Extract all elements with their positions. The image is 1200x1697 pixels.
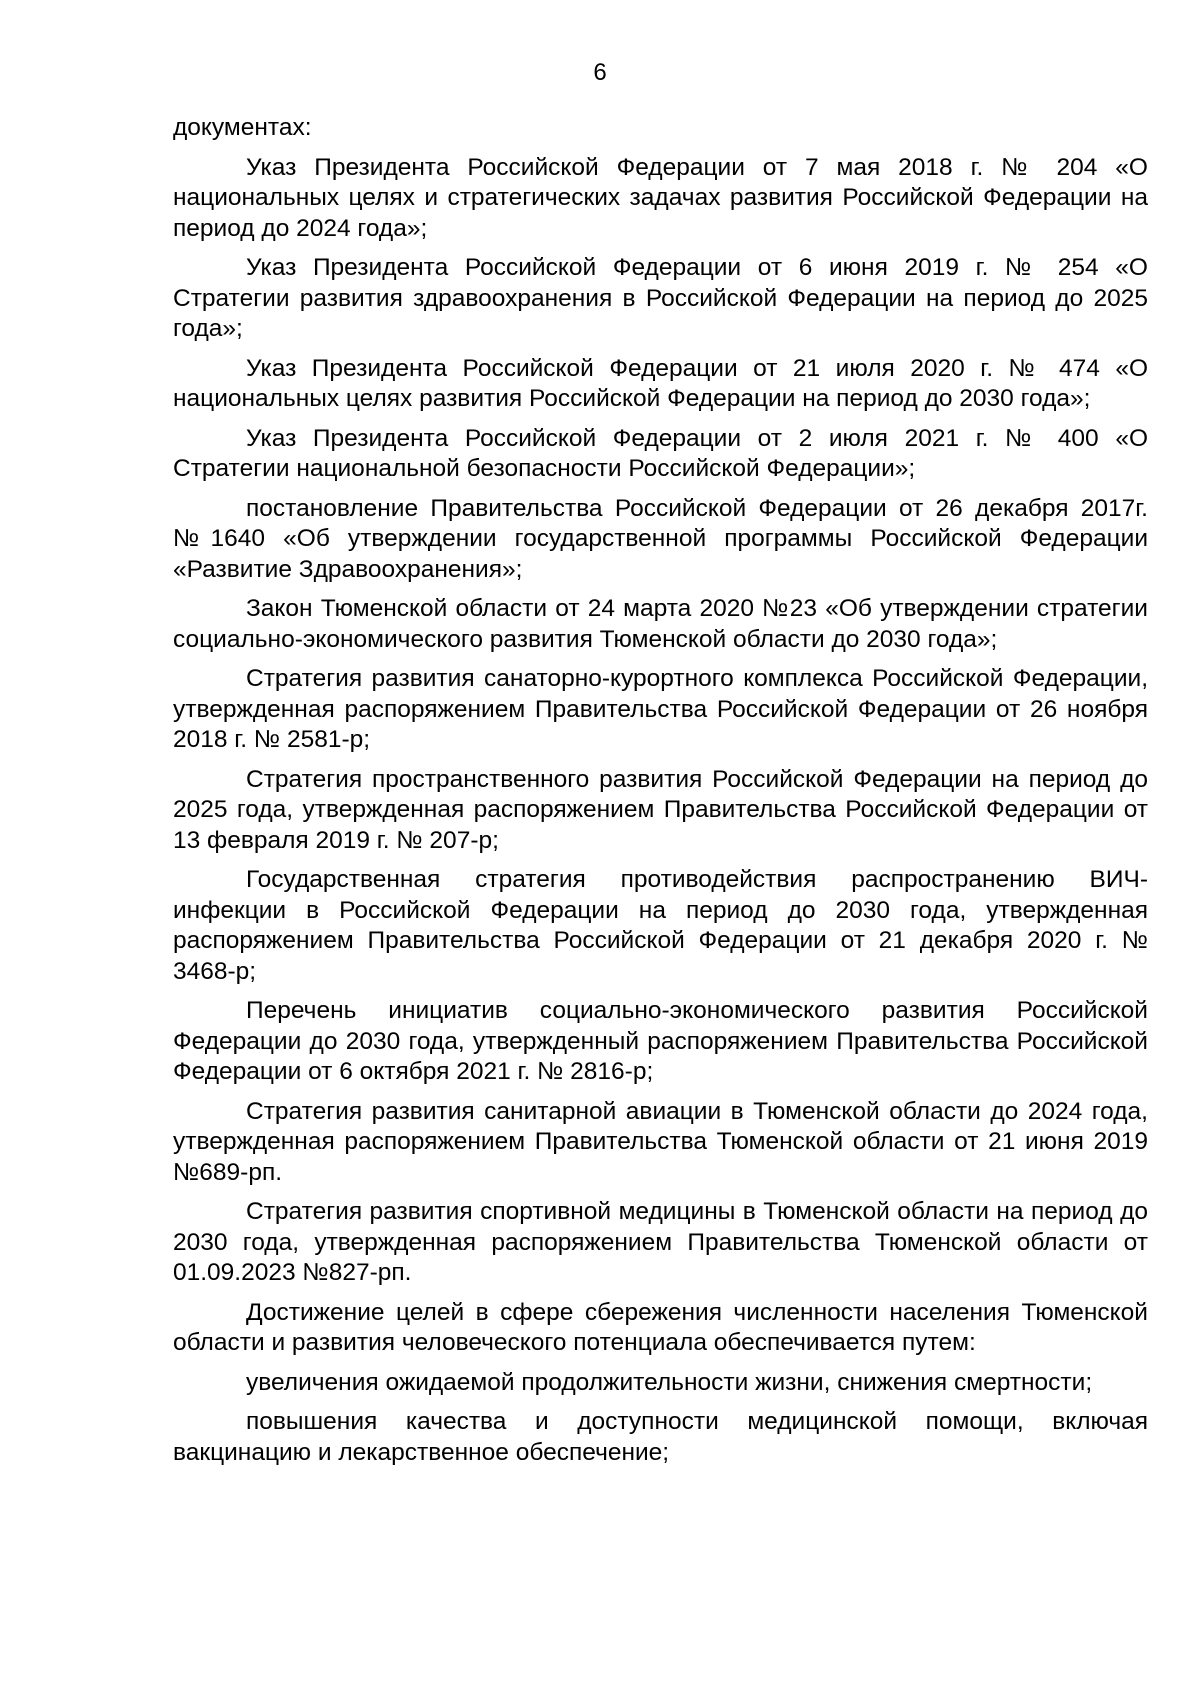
page-number: 6 (593, 59, 607, 86)
paragraph-strategy-spatial: Стратегия пространственного развития Российской Федерации на период до 2025 года, утвержденная распоряжением Правительства Российской Федерации от 13 февраля 2019 г. № 207-р; (173, 765, 1148, 854)
paragraph-decree-474: Указ Президента Российской Федерации от 21 июля 2020 г. № 474 «О национальных целях развития Российской Федерации на период до 2030 года»; (173, 354, 1148, 412)
paragraph-resolution-1640: постановление Правительства Российской Федерации от 26 декабря 2017г. №1640 «Об утверждении государственной программы Российской Федерации «Развитие Здравоохранения»; (173, 494, 1148, 583)
paragraph-decree-254: Указ Президента Российской Федерации от 6 июня 2019 г. № 254 «О Стратегии развития здравоохранения в Российской Федерации на период до 2025 года»; (173, 254, 1148, 342)
document-body (173, 113, 1148, 1477)
paragraph-strategy-hiv: Государственная стратегия противодействия распространению ВИЧ-инфекции в Российской Федерации на период до 2030 года, утвержденная распоряжением Правительства Российской Федерации от 21 декабря 2020 г. № 3468-р; (173, 866, 1148, 985)
paragraph-strategy-sports-medicine: Стратегия развития спортивной медицины в Тюменской области на период до 2030 года, утвержденная распоряжением Правительства Тюменской области от 01.09.2023 №827-рп. (173, 1198, 1148, 1286)
paragraph-medical-care-quality: повышения качества и доступности медицинской помощи, включая вакцинацию и лекарственное обеспечение; (173, 1408, 1148, 1466)
paragraph-continuation: документах: (173, 114, 312, 141)
paragraph-strategy-sanatorium: Стратегия развития санаторно-курортного комплекса Российской Федерации, утвержденная распоряжением Правительства Российской Федерации от 26 ноября 2018 г. № 2581-р; (173, 665, 1148, 753)
paragraph-law-23: Закон Тюменской области от 24 марта 2020 №23 «Об утверждении стратегии социально-экономического развития Тюменской области до 2030 года»; (173, 595, 1148, 653)
paragraph-initiatives-list: Перечень инициатив социально-экономического развития Российской Федерации до 2030 года, утвержденный распоряжением Правительства Российской Федерации от 6 октября 2021 г. № 2816-р; (173, 997, 1148, 1085)
paragraph-goals-achievement: Достижение целей в сфере сбережения численности населения Тюменской области и развития человеческого потенциала обеспечивается путем: (173, 1298, 1148, 1356)
paragraph-decree-204: Указ Президента Российской Федерации от 7 мая 2018 г. № 204 «О национальных целях и стратегических задачах развития Российской Федерации на период до 2024 года»; (173, 153, 1148, 242)
paragraph-decree-400: Указ Президента Российской Федерации от 2 июля 2021 г. № 400 «О Стратегии национальной безопасности Российской Федерации»; (173, 424, 1148, 482)
paragraph-strategy-sanitary-aviation: Стратегия развития санитарной авиации в Тюменской области до 2024 года, утвержденная распоряжением Правительства Тюменской области от 21 июня 2019 №689-рп. (173, 1097, 1148, 1186)
paragraph-life-expectancy: увеличения ожидаемой продолжительности жизни, снижения смертности; (246, 1368, 1093, 1396)
